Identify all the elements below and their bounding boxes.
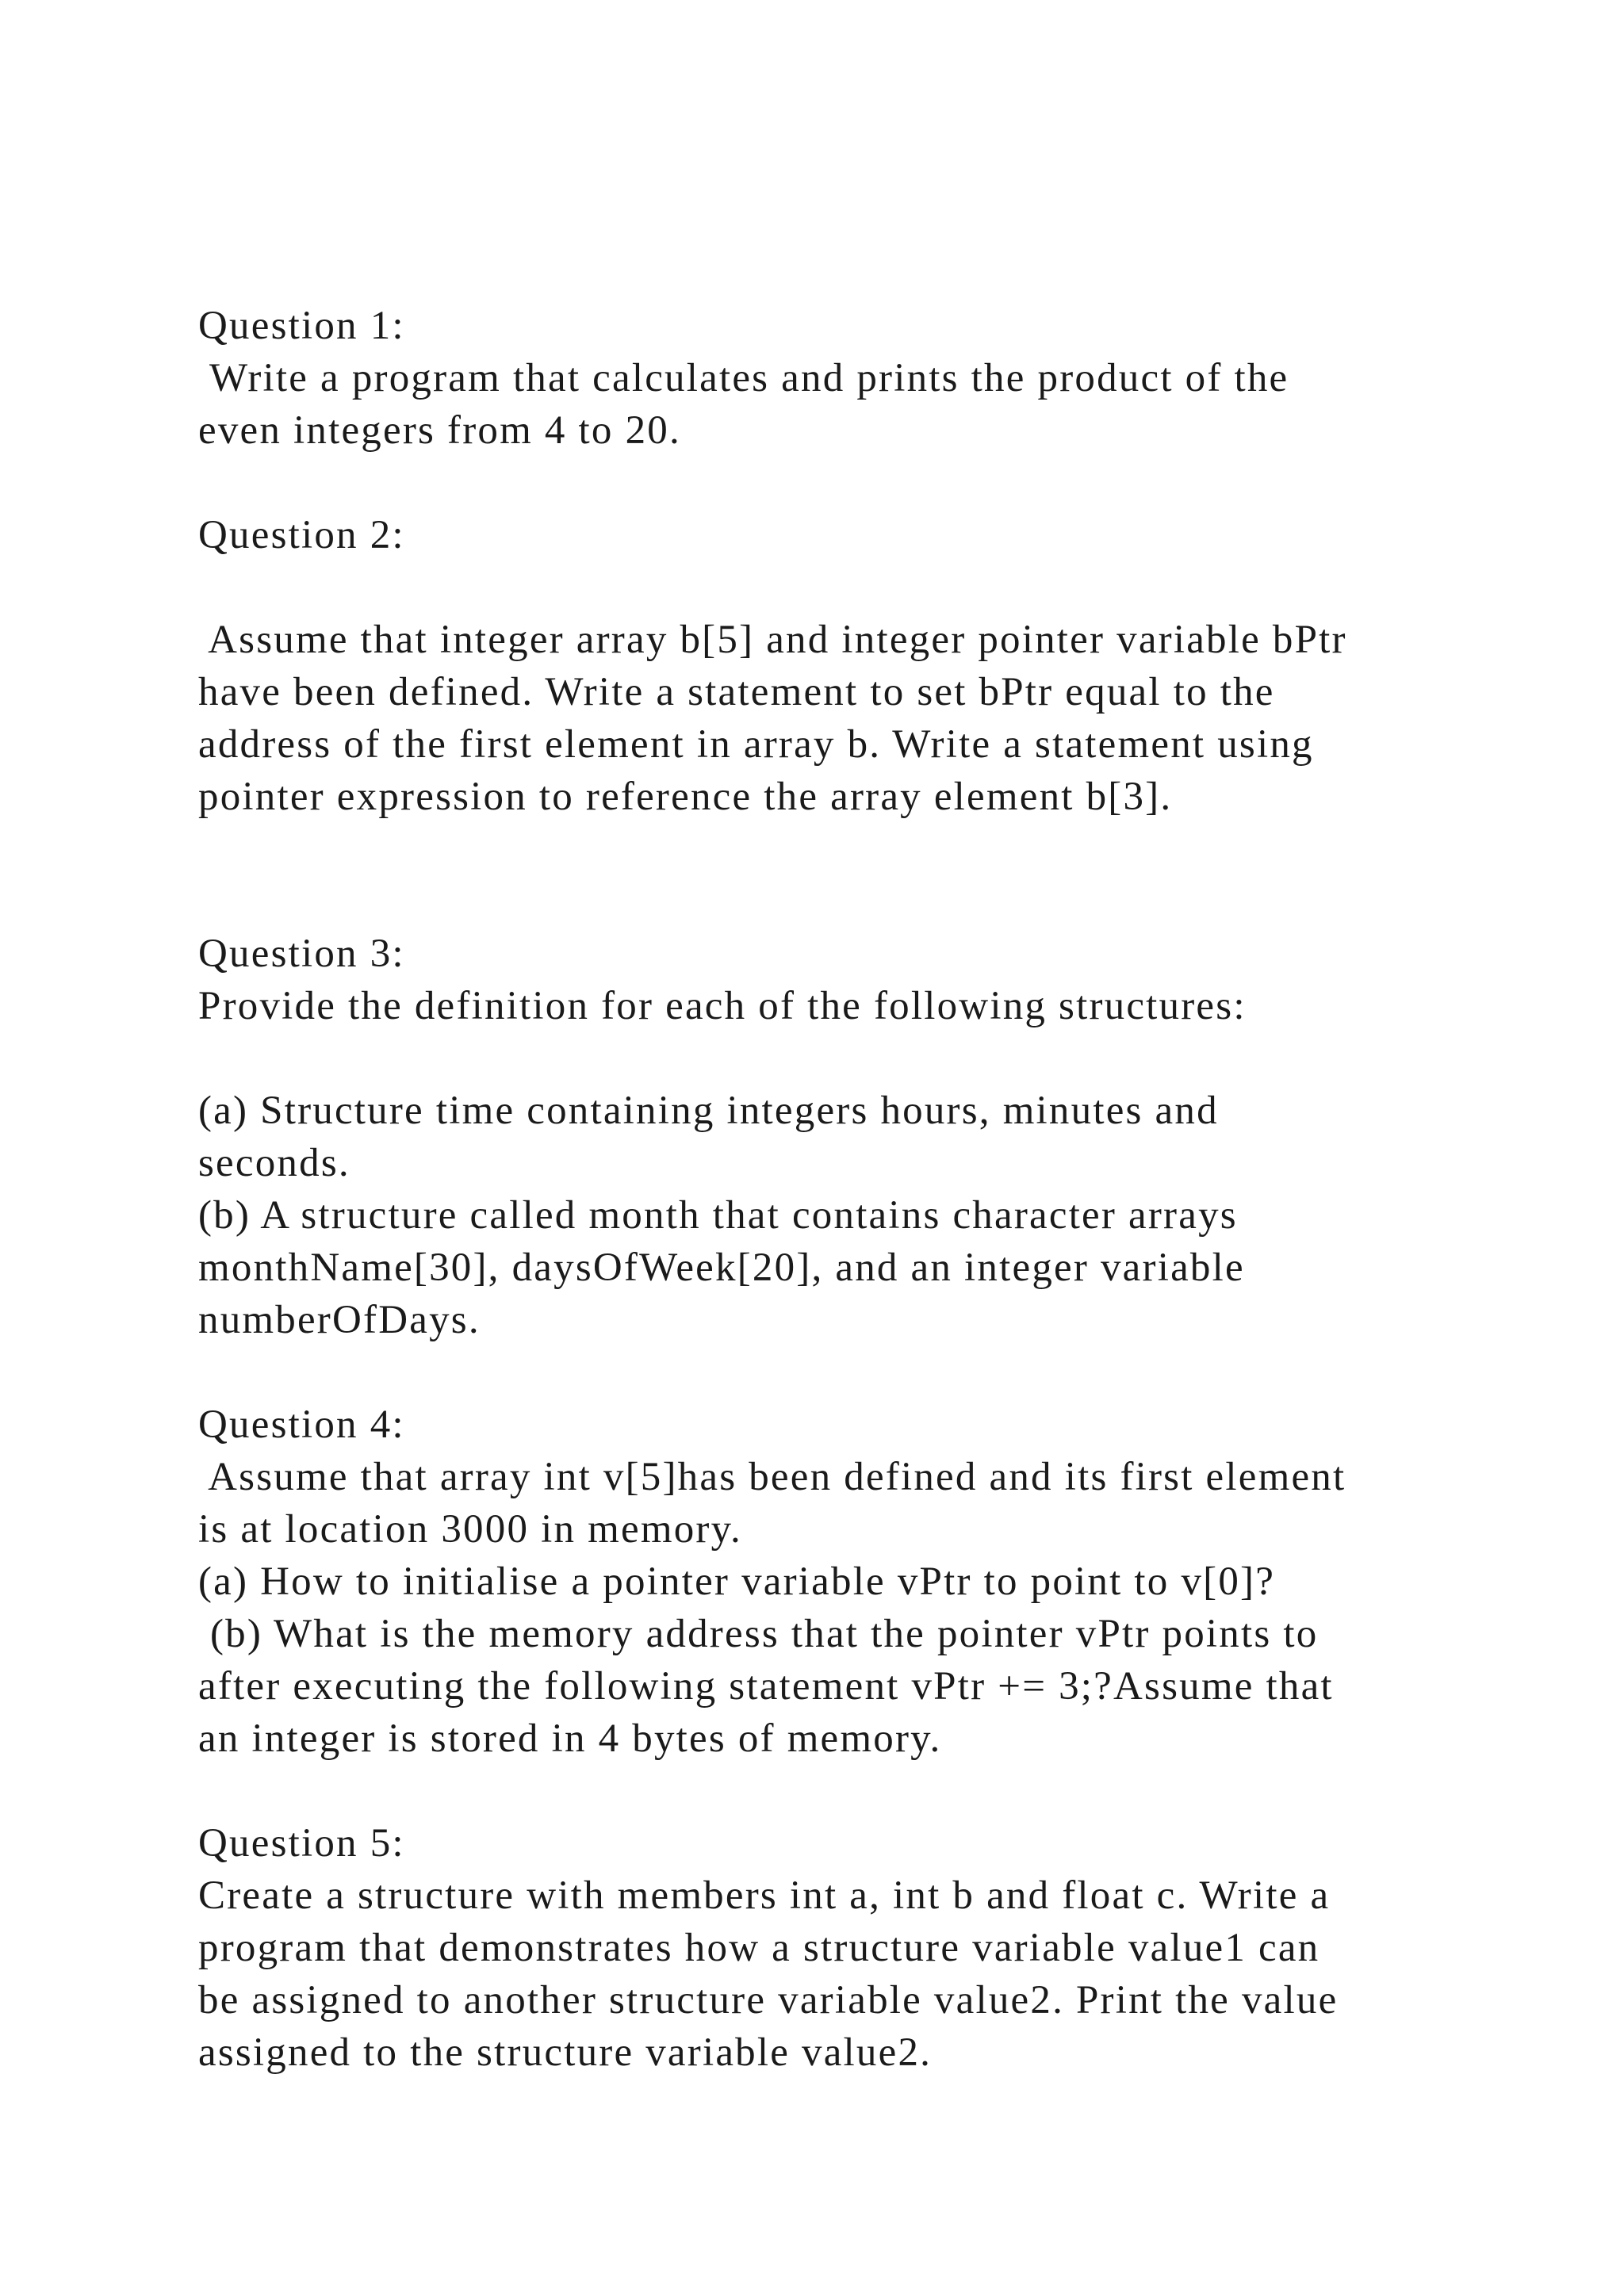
document-body: [198, 300, 1499, 2079]
spacer: [198, 457, 1499, 509]
question-5-line-2: program that demonstrates how a structure variable value1 can: [198, 1926, 1320, 1970]
question-1-title: Question 1:: [198, 304, 405, 348]
question-2-line-2: have been defined. Write a statement to set bPtr equal to the: [198, 670, 1275, 714]
question-3-line-2: (a) Structure time containing integers hours, minutes and: [198, 1089, 1219, 1133]
question-3-line-4: (b) A structure called month that contains character arrays: [198, 1193, 1238, 1238]
question-3-line-6: numberOfDays.: [198, 1298, 481, 1342]
question-2-title: Question 2:: [198, 513, 405, 557]
question-2-line-3: address of the first element in array b. Write a statement using: [198, 722, 1314, 767]
spacer: [198, 823, 1499, 928]
question-5-line-1: Create a structure with members int a, int b and float c. Write a: [198, 1873, 1331, 1918]
question-2-line-1: Assume that integer array b[5] and integer pointer variable bPtr: [198, 618, 1347, 662]
question-3-line-5: monthName[30], daysOfWeek[20], and an integer variable: [198, 1246, 1245, 1290]
question-4-line-6: an integer is stored in 4 bytes of memory.: [198, 1716, 942, 1761]
question-4-line-5: after executing the following statement vPtr += 3;?Assume that: [198, 1664, 1334, 1709]
spacer: [198, 561, 1499, 614]
question-4-line-3: (a) How to initialise a pointer variable vPtr to point to v[0]?: [198, 1559, 1276, 1604]
spacer: [198, 1032, 1499, 1085]
question-4-line-4: (b) What is the memory address that the pointer vPtr points to: [198, 1612, 1319, 1656]
question-5-title: Question 5:: [198, 1821, 405, 1866]
question-5-line-3: be assigned to another structure variable value2. Print the value: [198, 1978, 1339, 2022]
question-5-line-4: assigned to the structure variable value2.: [198, 2030, 933, 2075]
question-3-title: Question 3:: [198, 932, 405, 976]
question-4-title: Question 4:: [198, 1402, 405, 1447]
spacer: [198, 1765, 1499, 1817]
question-3-line-3: seconds.: [198, 1141, 350, 1185]
question-1-line-1: Write a program that calculates and prints the product of the: [198, 356, 1289, 400]
question-1-line-2: even integers from 4 to 20.: [198, 408, 681, 453]
question-4-line-1: Assume that array int v[5]has been defined and its first element: [198, 1455, 1346, 1499]
question-2-line-4: pointer expression to reference the array element b[3].: [198, 775, 1173, 819]
question-4-line-2: is at location 3000 in memory.: [198, 1507, 742, 1552]
question-3-line-1: Provide the definition for each of the following structures:: [198, 984, 1247, 1028]
spacer: [198, 1346, 1499, 1399]
